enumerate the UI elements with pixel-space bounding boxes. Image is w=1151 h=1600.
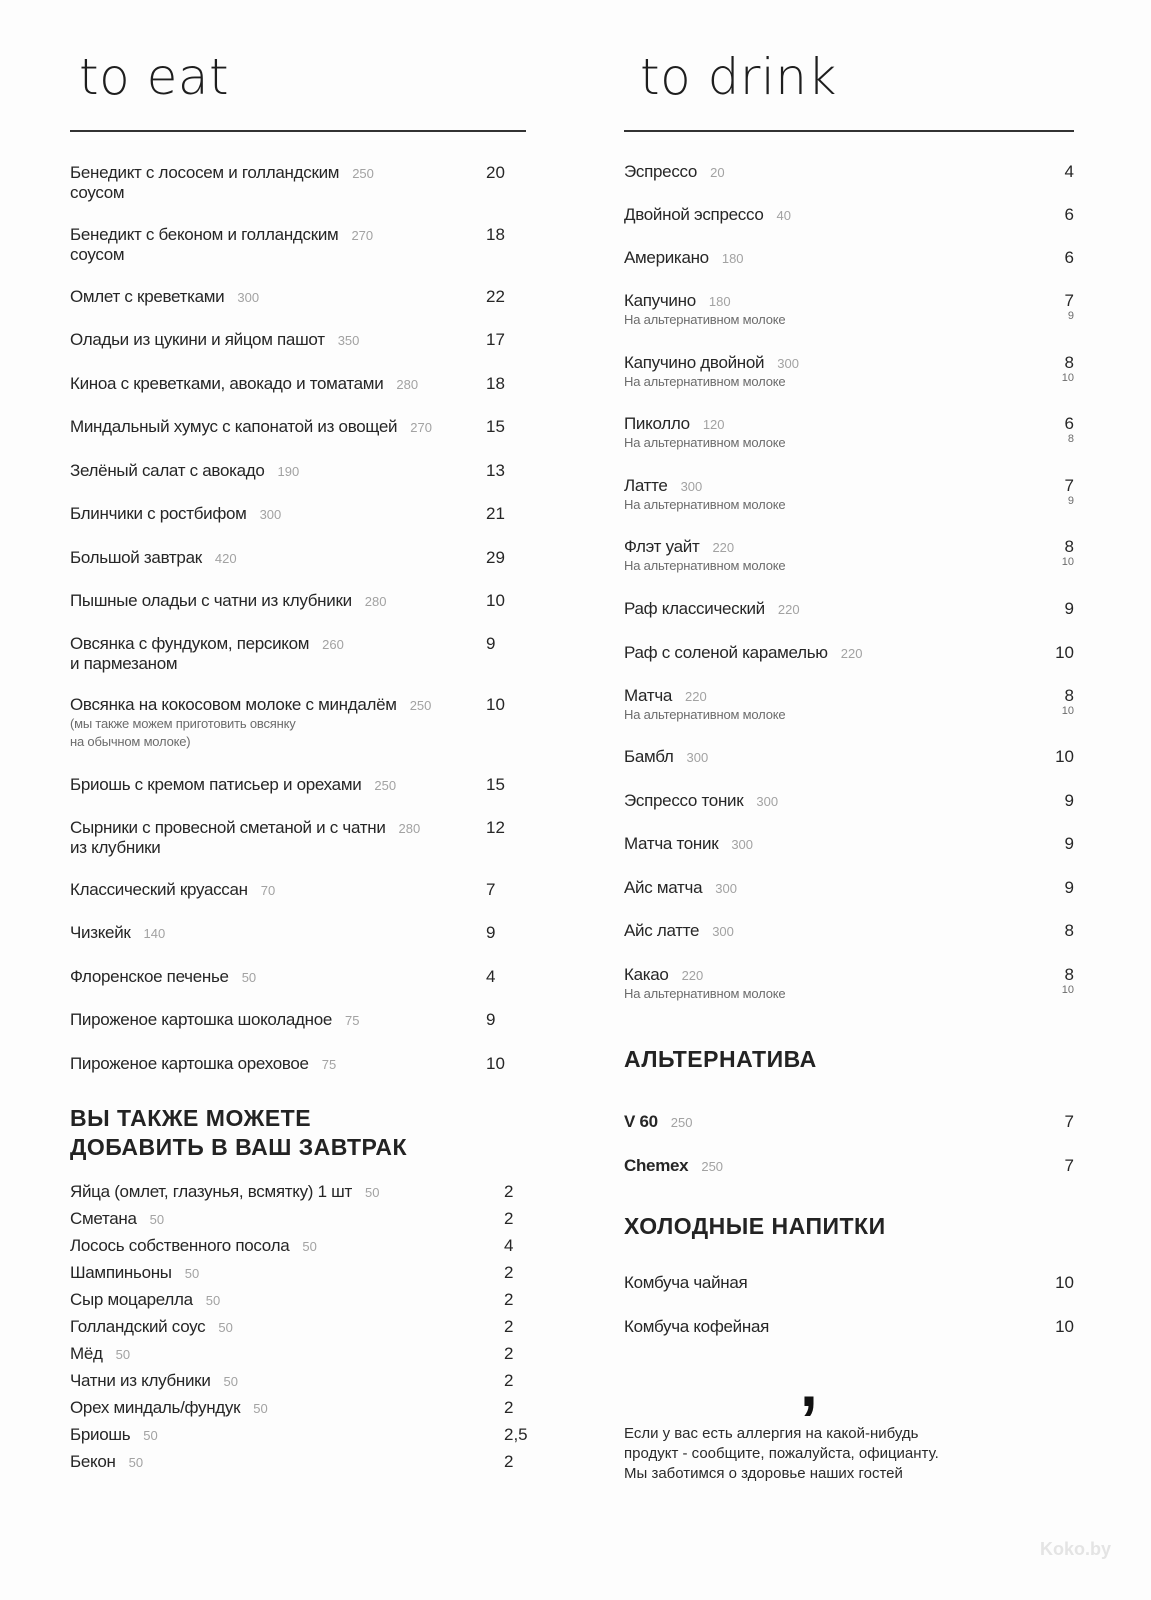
menu-item: Зелёный салат с авокадо 190 13 <box>70 461 505 480</box>
addon-item: Орех миндаль/фундук 50 2 <box>70 1398 514 1417</box>
drink-item: Матча тоник 300 9 <box>624 834 1074 853</box>
addon-item: Голландский соус 50 2 <box>70 1317 514 1336</box>
drink-item: Капучино двойной 300 8 На альтернативном молоке 10 <box>624 353 1074 389</box>
drink-item: Двойной эспрессо 40 6 <box>624 205 1074 224</box>
drink-heading: to drink <box>640 48 837 106</box>
menu-item: Пышные оладьи с чатни из клубники 280 10 <box>70 591 505 610</box>
alt-milk-label: На альтернативном молоке <box>624 312 786 327</box>
menu-item: Флоренское печенье 50 4 <box>70 967 496 986</box>
addon-item: Яйца (омлет, глазунья, всмятку) 1 шт 50 2 <box>70 1182 514 1201</box>
drink-item: Айс матча 300 9 <box>624 878 1074 897</box>
menu-item: Классический круассан 70 7 <box>70 880 496 899</box>
addon-item: Бекон 50 2 <box>70 1452 514 1471</box>
cold-drink-item: Комбуча кофейная 10 <box>624 1317 1074 1336</box>
addon-item: Сыр моцарелла 50 2 <box>70 1290 514 1309</box>
addon-item: Шампиньоны 50 2 <box>70 1263 514 1282</box>
alt-milk-price: 10 <box>1061 984 1074 996</box>
alt-milk-price: 10 <box>1061 372 1074 384</box>
comma-logo-icon: , <box>800 1348 818 1420</box>
alternative-title: АЛЬТЕРНАТИВА <box>624 1046 817 1072</box>
drink-item: Эспрессо тоник 300 9 <box>624 791 1074 810</box>
alternative-item: Chemex 250 7 <box>624 1156 1074 1175</box>
menu-item: Оладьи из цукини и яйцом пашот 350 17 <box>70 330 505 349</box>
menu-item: Бенедикт с лососем и голландским 250 соусом 20 <box>70 163 505 202</box>
drink-heading-rule <box>624 130 1074 132</box>
menu-item: Большой завтрак 420 29 <box>70 548 505 567</box>
drink-item: Флэт уайт 220 8 На альтернативном молоке 10 <box>624 537 1074 573</box>
addon-item: Сметана 50 2 <box>70 1209 514 1228</box>
alt-milk-label: На альтернативном молоке <box>624 374 786 389</box>
menu-item: Миндальный хумус с капонатой из овощей 270 15 <box>70 417 505 436</box>
alternative-item: V 60 250 7 <box>624 1112 1074 1131</box>
menu-item: Омлет с креветками 300 22 <box>70 287 505 306</box>
drink-item: Айс латте 300 8 <box>624 921 1074 940</box>
alt-milk-label: На альтернативном молоке <box>624 986 786 1001</box>
eat-heading-rule <box>70 130 526 132</box>
drink-item: Бамбл 300 10 <box>624 747 1074 766</box>
watermark: Koko.by <box>1039 1539 1111 1559</box>
menu-item: Овсянка на кокосовом молоке с миндалём 250 (мы также можем приготовить овсянку на обычном молоке) 10 <box>70 695 526 751</box>
item-note: (мы также можем приготовить овсянку <box>70 716 296 731</box>
drink-item: Какао 220 8 На альтернативном молоке 10 <box>624 965 1074 1001</box>
menu-item: Пироженое картошка шоколадное 75 9 <box>70 1010 496 1029</box>
drink-item: Раф классический 220 9 <box>624 599 1074 618</box>
menu-item: Овсянка с фундуком, персиком 260 и пармезаном 9 <box>70 634 496 673</box>
cold-drinks-title: ХОЛОДНЫЕ НАПИТКИ <box>624 1213 886 1239</box>
drink-column <box>624 0 1074 1600</box>
alt-milk-price: 10 <box>1061 705 1074 717</box>
cold-drink-item: Комбуча чайная 10 <box>624 1273 1074 1292</box>
alt-milk-price: 10 <box>1061 556 1074 568</box>
alt-milk-price: 8 <box>1067 433 1074 445</box>
alt-milk-price: 9 <box>1067 310 1074 322</box>
alt-milk-label: На альтернативном молоке <box>624 707 786 722</box>
alt-milk-label: На альтернативном молоке <box>624 558 786 573</box>
allergy-notice: Если у вас есть аллергия на какой-нибудь продукт - сообщите, пожалуйста, официанту. Мы заботимся о здоровье наших гостей <box>624 1425 939 1482</box>
menu-item: Киноа с креветками, авокадо и томатами 280 18 <box>70 374 505 393</box>
drink-item: Раф с соленой карамелью 220 10 <box>624 643 1074 662</box>
eat-heading: to eat <box>79 48 230 106</box>
alt-milk-price: 9 <box>1067 495 1074 507</box>
addon-item: Бриошь 50 2,5 <box>70 1425 528 1444</box>
addon-item: Мёд 50 2 <box>70 1344 514 1363</box>
drink-item: Капучино 180 7 На альтернативном молоке 9 <box>624 291 1074 327</box>
drink-item: Латте 300 7 На альтернативном молоке 9 <box>624 476 1074 512</box>
menu-item: Сырники с провесной сметаной и с чатни 280 из клубники 12 <box>70 818 505 857</box>
eat-column <box>70 0 526 1600</box>
menu-item: Пироженое картошка ореховое 75 10 <box>70 1054 505 1073</box>
item-note: на обычном молоке) <box>70 734 191 749</box>
menu-item: Чизкейк 140 9 <box>70 923 496 942</box>
addons-title: ВЫ ТАКЖЕ МОЖЕТЕ ДОБАВИТЬ В ВАШ ЗАВТРАК <box>70 1105 407 1160</box>
drink-item: Американо 180 6 <box>624 248 1074 267</box>
drink-item: Пиколло 120 6 На альтернативном молоке 8 <box>624 414 1074 450</box>
drink-item: Матча 220 8 На альтернативном молоке 10 <box>624 686 1074 722</box>
drink-item: Эспрессо 20 4 <box>624 162 1074 181</box>
menu-item: Бриошь с кремом патисьер и орехами 250 15 <box>70 775 505 794</box>
addon-item: Лосось собственного посола 50 4 <box>70 1236 514 1255</box>
alt-milk-label: На альтернативном молоке <box>624 497 786 512</box>
menu-item: Блинчики с ростбифом 300 21 <box>70 504 505 523</box>
menu-item: Бенедикт с беконом и голландским 270 соусом 18 <box>70 225 505 264</box>
addon-item: Чатни из клубники 50 2 <box>70 1371 514 1390</box>
alt-milk-label: На альтернативном молоке <box>624 435 786 450</box>
